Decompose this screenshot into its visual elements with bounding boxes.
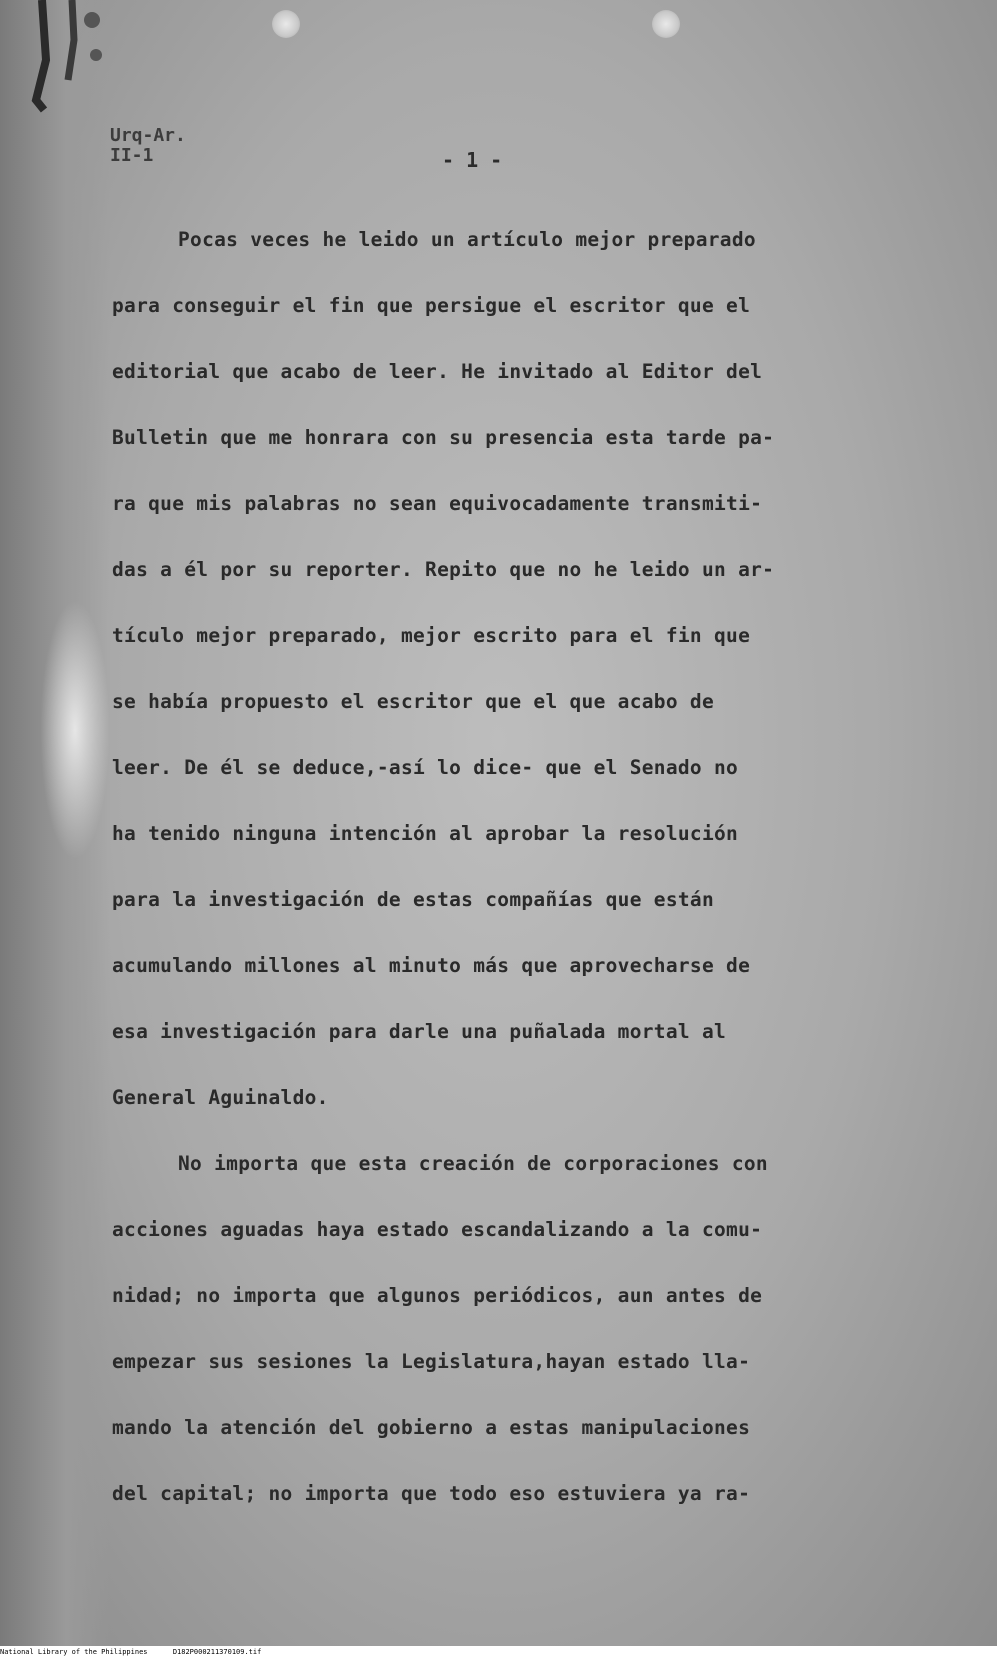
text-line: General Aguinaldo. <box>112 1086 329 1109</box>
text-line: acciones aguadas haya estado escandalizando a la comu- <box>112 1218 763 1241</box>
binder-clip-icon <box>22 0 112 120</box>
text-line: das a él por su reporter. Repito que no he leido un ar- <box>112 558 775 581</box>
text-line: editorial que acabo de leer. He invitado al Editor del <box>112 360 763 383</box>
text-line: del capital; no importa que todo eso estuviera ya ra- <box>112 1482 751 1505</box>
text-line: ha tenido ninguna intención al aprobar la resolución <box>112 822 739 845</box>
text-line: tículo mejor preparado, mejor escrito para el fin que <box>112 624 751 647</box>
text-line: esa investigación para darle una puñalada mortal al <box>112 1020 727 1043</box>
text-line: No importa que esta creación de corporaciones con <box>178 1152 768 1175</box>
light-glare <box>40 600 110 860</box>
text-line: nidad; no importa que algunos periódicos, aun antes de <box>112 1284 763 1307</box>
scan-footer <box>0 1648 261 1656</box>
reference-line: Urq-Ar. <box>110 125 186 146</box>
text-line: se había propuesto el escritor que el que acabo de <box>112 690 714 713</box>
punch-hole <box>652 10 680 38</box>
document-reference <box>110 126 186 166</box>
text-line: acumulando millones al minuto más que aprovecharse de <box>112 954 751 977</box>
page-number: - 1 - <box>442 148 503 172</box>
text-line: para conseguir el fin que persigue el escritor que el <box>112 294 751 317</box>
text-line: Bulletin que me honrara con su presencia esta tarde pa- <box>112 426 775 449</box>
text-line: empezar sus sesiones la Legislatura,hayan estado lla- <box>112 1350 751 1373</box>
text-line: para la investigación de estas compañías que están <box>112 888 714 911</box>
footer-file-id: D182P000211370109.tif <box>172 1648 262 1656</box>
punch-hole <box>272 10 300 38</box>
text-line: leer. De él se deduce,-así lo dice- que el Senado no <box>112 756 739 779</box>
text-line: mando la atención del gobierno a estas manipulaciones <box>112 1416 751 1439</box>
text-line: Pocas veces he leido un artículo mejor preparado <box>178 228 756 251</box>
reference-line: II-1 <box>110 145 154 166</box>
footer-source: National Library of the Philippines <box>0 1648 148 1656</box>
text-line: ra que mis palabras no sean equivocadamente transmiti- <box>112 492 763 515</box>
typed-body-text <box>112 228 872 1548</box>
